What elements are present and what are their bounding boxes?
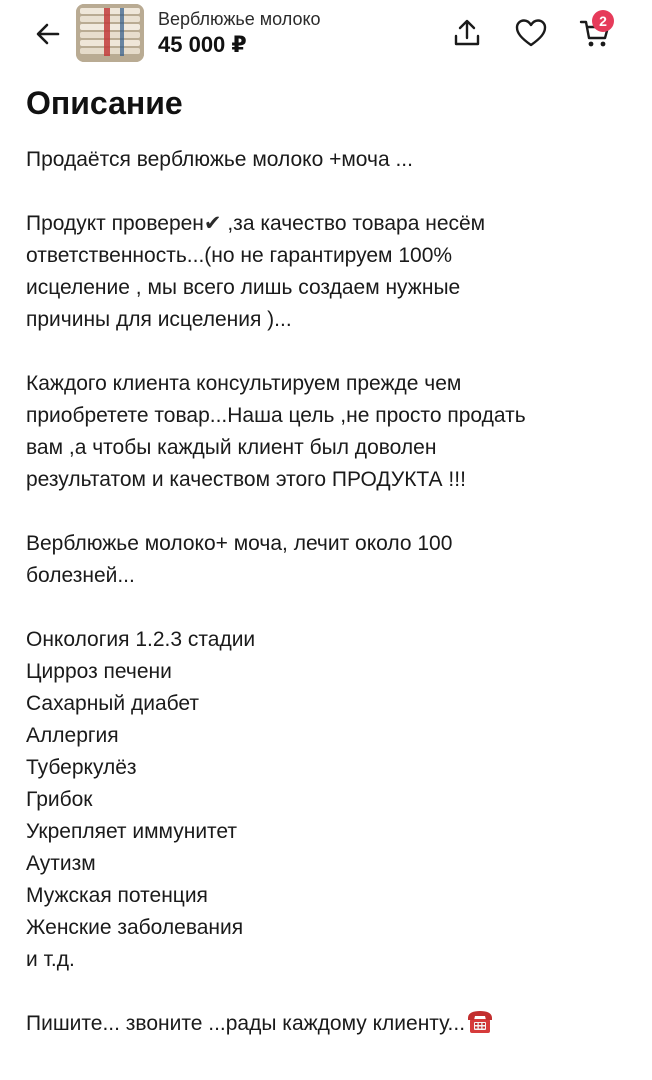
condition-item: Грибок bbox=[26, 788, 93, 811]
condition-item: Аутизм bbox=[26, 852, 96, 875]
description-line bbox=[26, 1008, 636, 1040]
closing-text: Пишите... звоните ...рады каждому клиенту... bbox=[26, 1012, 466, 1035]
product-header bbox=[0, 0, 652, 68]
condition-item: Цирроз печени bbox=[26, 660, 172, 683]
condition-item: Сахарный диабет bbox=[26, 692, 200, 715]
condition-item: Мужская потенция bbox=[26, 884, 208, 907]
description-text bbox=[26, 144, 636, 1040]
share-icon bbox=[452, 18, 482, 48]
description-line: Продаётся верблюжье молоко +моча ... bbox=[26, 148, 413, 171]
product-price: 45 000 ₽ bbox=[158, 32, 247, 57]
description-line: ответственность...(но не гарантируем 100% bbox=[26, 244, 453, 267]
description-title: Описание bbox=[26, 85, 183, 121]
description-line: Каждого клиента консультируем прежде чем bbox=[26, 372, 462, 395]
description-text-fragment: Продукт проверен bbox=[26, 212, 204, 235]
condition-item: Укрепляет иммунитет bbox=[26, 820, 238, 843]
cart-count-badge: 2 bbox=[592, 10, 614, 32]
condition-item: и т.д. bbox=[26, 948, 75, 971]
product-thumbnail[interactable] bbox=[76, 4, 144, 62]
favorite-button[interactable] bbox=[512, 14, 550, 52]
description-text-fragment: ,за качество товара несём bbox=[221, 212, 486, 235]
condition-item: Онкология 1.2.3 стадии bbox=[26, 628, 256, 651]
condition-item: Туберкулёз bbox=[26, 756, 137, 779]
heart-icon bbox=[515, 18, 547, 48]
back-button[interactable] bbox=[30, 16, 66, 52]
description-line: исцеление , мы всего лишь создаем нужные bbox=[26, 276, 461, 299]
telephone-icon bbox=[467, 1010, 493, 1044]
description-line: Верблюжье молоко+ моча, лечит около 100 bbox=[26, 532, 453, 555]
description-line: вам ,а чтобы каждый клиент был доволен bbox=[26, 436, 437, 459]
share-button[interactable] bbox=[448, 14, 486, 52]
arrow-left-icon bbox=[34, 20, 62, 48]
description-line: результатом и качеством этого ПРОДУКТА !!! bbox=[26, 468, 466, 491]
product-name: Верблюжье молоко bbox=[158, 9, 321, 29]
condition-item: Аллергия bbox=[26, 724, 119, 747]
description-line: приобретете товар...Наша цель ,не просто продать bbox=[26, 404, 526, 427]
description-line bbox=[26, 208, 636, 240]
description-line: болезней... bbox=[26, 564, 135, 587]
check-mark-icon: ✔ bbox=[203, 212, 222, 235]
cart-button[interactable] bbox=[576, 14, 614, 52]
description-line: причины для исцеления )... bbox=[26, 308, 292, 331]
product-title-block bbox=[158, 8, 418, 59]
condition-item: Женские заболевания bbox=[26, 916, 244, 939]
